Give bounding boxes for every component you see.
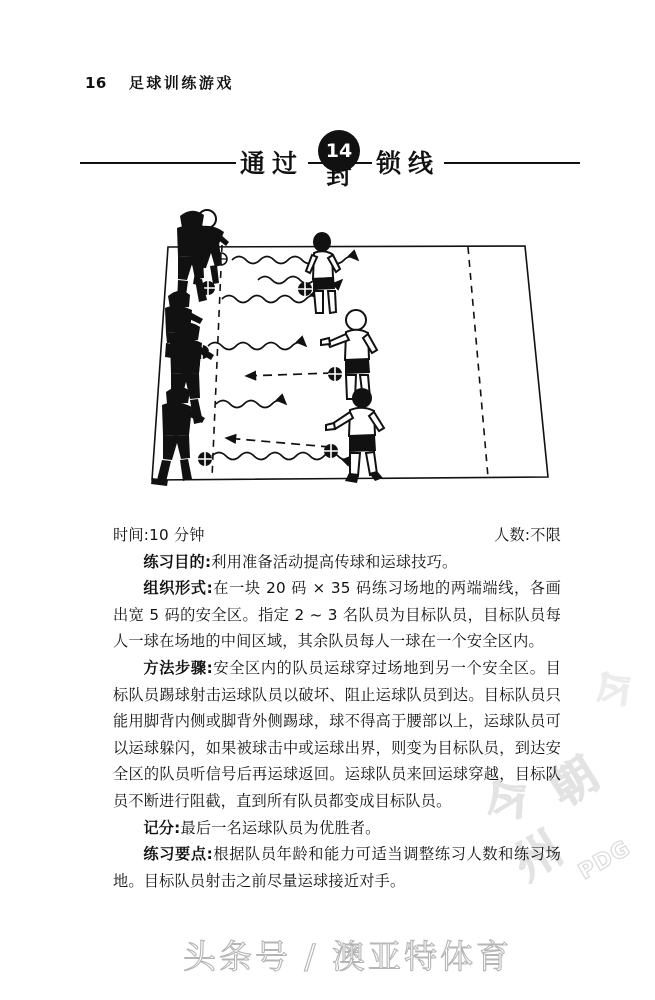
purpose-text: 利用准备活动提高传球和运球技巧。 [211, 552, 458, 571]
keypoints-paragraph [113, 841, 561, 894]
ball [298, 282, 312, 296]
player [326, 388, 384, 483]
field-diagram-svg [150, 200, 580, 500]
organization-paragraph [113, 575, 561, 655]
keypoints-label: 练习要点: [143, 845, 213, 864]
drill-illustration [150, 200, 580, 500]
method-label: 方法步骤: [143, 658, 213, 677]
ball [324, 444, 338, 458]
pass-arrow-2 [226, 438, 330, 447]
pdg-watermark-char-2: 朝 [539, 746, 608, 817]
pdg-watermark-char-3: 州 [503, 820, 572, 891]
players-right [306, 232, 384, 483]
drill-title-under-badge: 封 [326, 161, 352, 190]
organization-label: 组织形式: [143, 579, 213, 598]
drill-number-badge: 14 [318, 130, 360, 172]
drill-body [113, 522, 561, 894]
drill-title-right: 锁线 [372, 144, 444, 180]
player [306, 232, 340, 313]
footer-watermark: 头条号 / 澳亚特体育 [182, 937, 513, 976]
time-and-people-row [113, 522, 561, 549]
keypoints-text: 根据队员年龄和能力可适当调整练习人数和练习场地。目标队员射击之前尽量运球接近对手。 [113, 845, 561, 890]
score-paragraph [113, 815, 561, 842]
pdg-watermark-extra: 今 [585, 661, 644, 722]
drill-title-left: 通过 [236, 144, 308, 180]
purpose-paragraph [113, 549, 561, 576]
people-line: 人数:不限 [494, 526, 561, 544]
book-title: 足球训练游戏 [128, 74, 234, 92]
organization-text: 在一块 20 码 × 35 码练习场地的两端端线，各画出宽 5 码的安全区。指定 2 ~ 3 名队员为目标队员，目标队员每人一球在场地的中间区域，其余队员每人一球在一个安全区内。 [113, 579, 561, 651]
page-header [85, 72, 234, 93]
page-number: 16 [85, 74, 107, 92]
method-text: 安全区内的队员运球穿过场地到另一个安全区。目标队员踢球射击运球队员以破坏、阻止运球队员到达。目标队员只能用脚背内侧或脚背外侧踢球，球不得高于腰部以上，运球队员可以运球躲闪，如果被球击中或运球出界，则变为目标队员，到达安全区的队员听信号后再运球返回。运球队员来回运球穿越，目标队员不断进行阻截，直到所有队员都变成目标队员。 [113, 658, 561, 810]
pass-arrows [226, 373, 332, 447]
time-line: 时间:10 分钟 [113, 526, 205, 544]
pass-arrow-1 [246, 373, 332, 376]
purpose-label: 练习目的: [143, 552, 212, 571]
player [321, 310, 377, 399]
pdg-watermark-label: PDG [574, 835, 635, 886]
ball [328, 367, 342, 381]
score-label: 记分: [143, 818, 181, 837]
method-paragraph [113, 655, 561, 815]
ball [198, 452, 212, 466]
players-left [151, 210, 229, 486]
drill-title-band [80, 130, 580, 192]
safety-zone-line-right [468, 247, 488, 477]
score-text: 最后一名运球队员为优胜者。 [180, 818, 381, 837]
pdg-watermark-char-1: 今 [473, 766, 542, 837]
